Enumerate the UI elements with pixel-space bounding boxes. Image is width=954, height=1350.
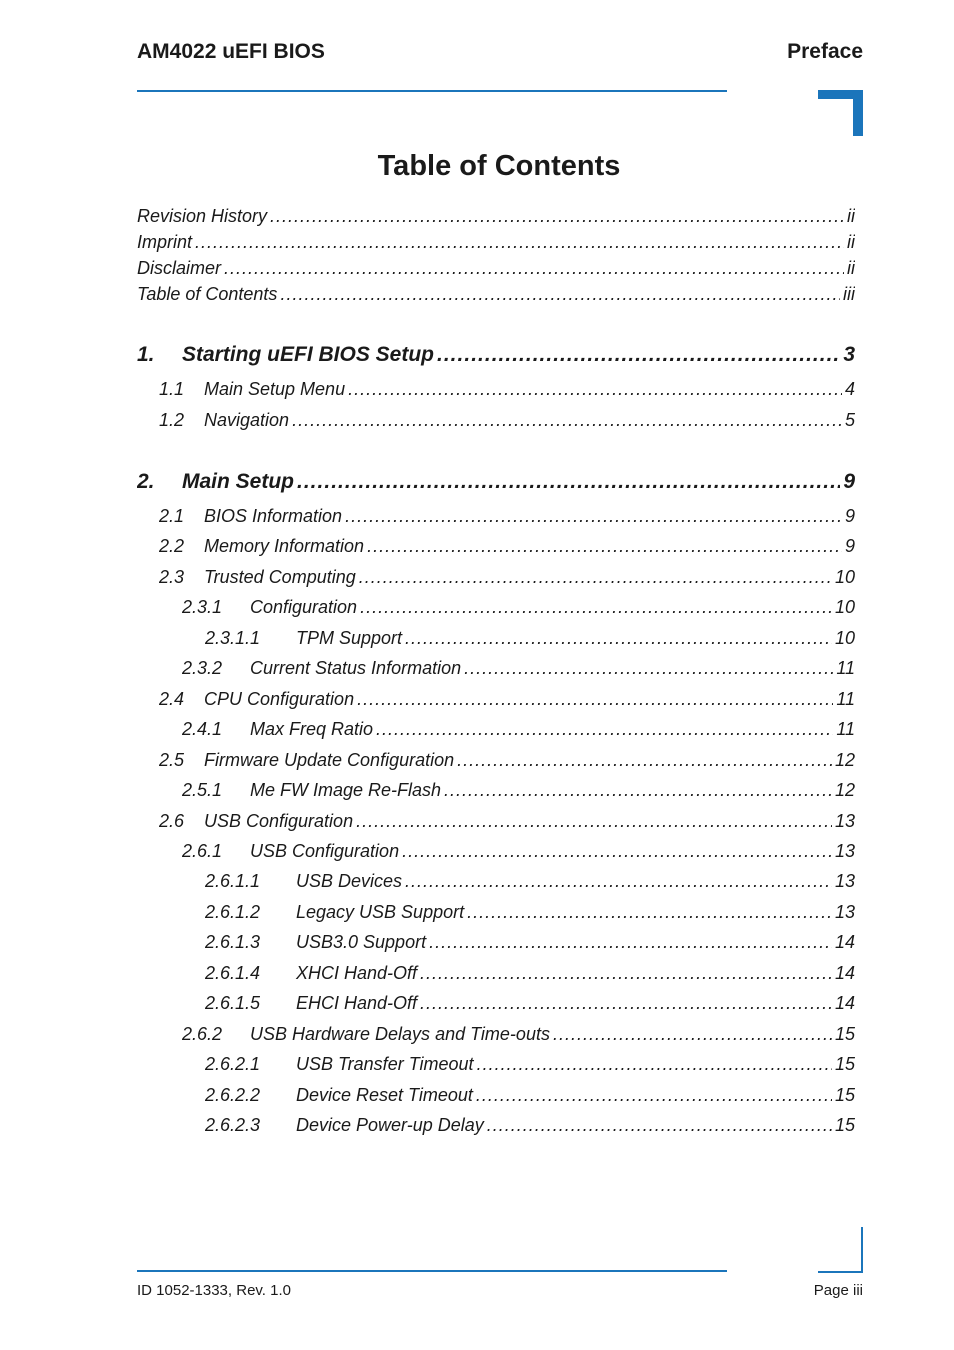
toc-entry[interactable] (205, 932, 855, 953)
toc-entry[interactable] (159, 410, 855, 431)
toc-entry-number: 2.6.1.2 (205, 902, 261, 922)
toc-entry-number: 2.3 (159, 567, 185, 587)
toc-entry-number: 2.6.1.5 (205, 993, 261, 1013)
toc-entry-label: TPM Support (296, 628, 403, 648)
toc-leader-dots (367, 536, 842, 557)
toc-entry-label: CPU Configuration (204, 689, 355, 709)
toc-entry-page: ii (847, 232, 855, 252)
toc-leader-dots (420, 963, 832, 984)
toc-entry-number: 1.2 (159, 410, 185, 430)
toc-leader-dots (348, 379, 842, 400)
toc-leader-dots (405, 871, 832, 892)
toc-entry[interactable] (182, 780, 855, 801)
toc-entry-number: 2.1 (159, 506, 185, 526)
toc-entry-label: Legacy USB Support (296, 902, 465, 922)
toc-entry[interactable] (137, 284, 855, 305)
toc-entry-label: Configuration (250, 597, 358, 617)
toc-entry[interactable] (159, 567, 855, 588)
toc-entry[interactable] (205, 963, 855, 984)
toc-entry-number: 2.6.1 (182, 841, 223, 861)
toc-leader-dots (553, 1024, 832, 1045)
toc-entry[interactable] (159, 506, 855, 527)
toc-entry-page: 11 (836, 658, 855, 678)
toc-leader-dots (464, 658, 833, 679)
toc-entry-label: Memory Information (204, 536, 365, 556)
toc-entry-number: 2.5.1 (182, 780, 223, 800)
toc-entry[interactable] (159, 811, 855, 832)
toc-entry-label: USB Configuration (250, 841, 400, 861)
corner-bracket-top (818, 90, 863, 136)
toc-entry-number: 2.6.1.1 (205, 871, 261, 891)
toc-entry-page: 12 (834, 780, 855, 800)
toc-leader-dots (402, 841, 832, 862)
toc-entry-page: 15 (834, 1054, 855, 1074)
toc-entry-number: 2.6.2.3 (205, 1115, 261, 1135)
toc-entry-label: USB Transfer Timeout (296, 1054, 474, 1074)
toc-entry-page: iii (843, 284, 855, 304)
toc-entry[interactable] (205, 871, 855, 892)
toc-entry[interactable] (159, 750, 855, 771)
footer-doc-id: ID 1052-1333, Rev. 1.0 (137, 1282, 291, 1299)
toc-entry-number: 2.3.2 (182, 658, 223, 678)
toc-entry-number: 2.3.1.1 (205, 628, 261, 648)
toc-entry[interactable] (159, 536, 855, 557)
toc-entry[interactable] (205, 993, 855, 1014)
toc-entry[interactable] (137, 206, 855, 227)
header-title: AM4022 uEFI BIOS (137, 40, 325, 63)
toc-entry-page: ii (847, 258, 855, 278)
toc-entry[interactable] (182, 841, 855, 862)
toc-entry[interactable] (205, 1054, 855, 1075)
toc-entry-page: 15 (834, 1085, 855, 1105)
toc-entry-page: 15 (834, 1115, 855, 1135)
toc-entry[interactable] (137, 343, 855, 367)
toc-entry[interactable] (205, 902, 855, 923)
toc-entry[interactable] (159, 379, 855, 400)
toc-leader-dots (487, 1115, 832, 1136)
toc-entry-label: Current Status Information (250, 658, 462, 678)
toc-leader-dots (356, 811, 832, 832)
toc-leader-dots (297, 470, 840, 494)
header-rule (137, 90, 727, 92)
toc-entry-number: 2.4 (159, 689, 185, 709)
toc-leader-dots (457, 750, 832, 771)
toc-entry-page: 9 (844, 506, 855, 526)
toc-entry-number: 2.6.1.4 (205, 963, 261, 983)
toc-leader-dots (467, 902, 832, 923)
toc-leader-dots (444, 780, 832, 801)
toc-entry-number: 2. (137, 470, 155, 493)
toc-entry-page: 10 (834, 628, 855, 648)
toc-leader-dots (280, 284, 840, 305)
toc-entry-number: 2.5 (159, 750, 185, 770)
toc-entry-page: 13 (834, 811, 855, 831)
toc-entry-page: 13 (834, 871, 855, 891)
toc-entry-page: 11 (836, 719, 855, 739)
toc-entry-label: Device Power-up Delay (296, 1115, 484, 1135)
toc-entry[interactable] (137, 232, 855, 253)
toc-entry-label: XHCI Hand-Off (296, 963, 418, 983)
toc-leader-dots (292, 410, 842, 431)
toc-entry-label: USB Hardware Delays and Time-outs (250, 1024, 550, 1044)
toc-entry-page: 14 (834, 932, 855, 952)
toc-entry-label: Main Setup (182, 470, 295, 493)
toc-entry-label: Device Reset Timeout (296, 1085, 473, 1105)
toc-leader-dots (357, 689, 833, 710)
toc-entry[interactable] (182, 1024, 855, 1045)
toc-entry-number: 2.2 (159, 536, 185, 556)
toc-entry-label: USB Devices (296, 871, 403, 891)
toc-entry-number: 1.1 (159, 379, 185, 399)
toc-leader-dots (224, 258, 844, 279)
toc-entry-page: 13 (834, 841, 855, 861)
toc-leader-dots (477, 1054, 832, 1075)
footer-page-number: Page iii (813, 1282, 863, 1299)
toc-entry-page: 9 (844, 536, 855, 556)
toc-entry-number: 2.6.1.3 (205, 932, 261, 952)
corner-bracket-bottom (818, 1227, 863, 1273)
toc-entry-page: 10 (834, 567, 855, 587)
toc-entry-label: Navigation (204, 410, 290, 430)
toc-leader-dots (476, 1085, 832, 1106)
toc-leader-dots (376, 719, 833, 740)
toc-entry-label: Table of Contents (137, 284, 278, 304)
toc-entry[interactable] (182, 597, 855, 618)
toc-entry-page: 12 (834, 750, 855, 770)
toc-entry[interactable] (159, 689, 855, 710)
header-section: Preface (787, 40, 863, 63)
toc-leader-dots (420, 993, 832, 1014)
toc-leader-dots (437, 343, 840, 367)
toc-entry-label: Starting uEFI BIOS Setup (182, 343, 435, 366)
toc-entry-number: 2.6 (159, 811, 185, 831)
toc-entry-label: Firmware Update Configuration (204, 750, 455, 770)
toc-entry-page: 5 (844, 410, 855, 430)
toc-entry[interactable] (205, 1115, 855, 1136)
toc-entry-page: 13 (834, 902, 855, 922)
toc-entry[interactable] (182, 658, 855, 679)
toc-entry-number: 1. (137, 343, 155, 366)
toc-entry-label: Max Freq Ratio (250, 719, 374, 739)
toc-entry-label: USB3.0 Support (296, 932, 427, 952)
toc-leader-dots (345, 506, 842, 527)
toc-entry-page: 9 (843, 470, 855, 493)
toc-entry-page: 15 (834, 1024, 855, 1044)
page-title: Table of Contents (377, 150, 621, 182)
toc-leader-dots (360, 597, 832, 618)
toc-entry-label: Trusted Computing (204, 567, 356, 587)
toc-entry-page: ii (847, 206, 855, 226)
toc-entry-page: 10 (834, 597, 855, 617)
toc-entry-number: 2.6.2.1 (205, 1054, 261, 1074)
toc-entry-label: Revision History (137, 206, 268, 226)
toc-entry[interactable] (137, 258, 855, 279)
toc-entry-page: 3 (843, 343, 855, 366)
toc-entry[interactable] (205, 1085, 855, 1106)
toc-leader-dots (405, 628, 832, 649)
toc-entry[interactable] (182, 719, 855, 740)
toc-leader-dots (195, 232, 844, 253)
toc-entry-page: 14 (834, 993, 855, 1013)
toc-entry-number: 2.4.1 (182, 719, 223, 739)
toc-entry-label: Disclaimer (137, 258, 222, 278)
toc-entry-number: 2.6.2.2 (205, 1085, 261, 1105)
toc-entry[interactable] (137, 470, 855, 494)
toc-entry-label: Main Setup Menu (204, 379, 346, 399)
toc-entry-label: Me FW Image Re-Flash (250, 780, 442, 800)
toc-entry-page: 11 (836, 689, 855, 709)
footer-rule (137, 1270, 727, 1272)
toc-entry-number: 2.3.1 (182, 597, 223, 617)
toc-entry-page: 14 (834, 963, 855, 983)
toc-entry[interactable] (205, 628, 855, 649)
toc-entry-label: Imprint (137, 232, 193, 252)
toc-entry-label: USB Configuration (204, 811, 354, 831)
toc-entry-number: 2.6.2 (182, 1024, 223, 1044)
toc-entry-label: EHCI Hand-Off (296, 993, 418, 1013)
toc-leader-dots (359, 567, 832, 588)
toc-entry-label: BIOS Information (204, 506, 343, 526)
toc-leader-dots (429, 932, 832, 953)
toc-leader-dots (270, 206, 844, 227)
toc-entry-page: 4 (844, 379, 855, 399)
